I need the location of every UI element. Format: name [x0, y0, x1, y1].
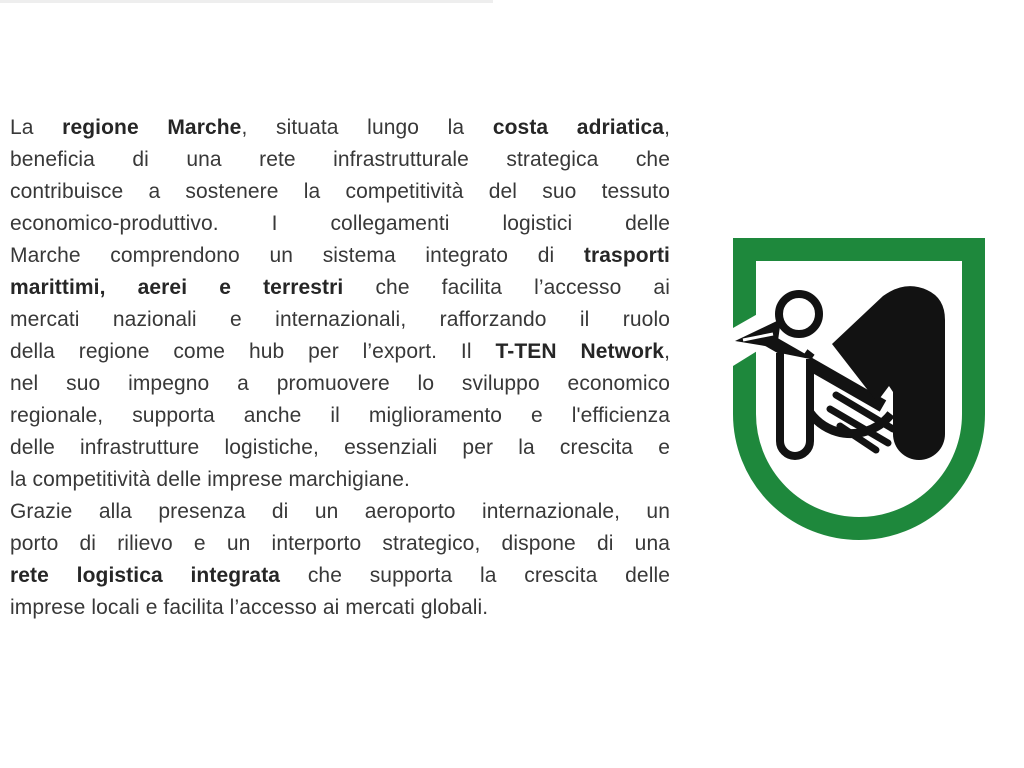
- text-line: mercati nazionali e internazionali, rafforzando il ruolo: [10, 308, 670, 331]
- top-divider: [0, 0, 493, 3]
- text-line: La regione Marche, situata lungo la costa adriatica,: [10, 116, 671, 139]
- text-line: della regione come hub per l’export. Il T-TEN Network,: [10, 340, 670, 363]
- marche-logo-svg: [733, 238, 985, 540]
- text-line: porto di rilievo e un interporto strategico, dispone di una: [10, 532, 670, 555]
- woodpecker-neck: [780, 353, 810, 456]
- body-text: [10, 112, 670, 624]
- text-line: contribuisce a sostenere la competitività del suo tessuto: [10, 180, 670, 203]
- text-line: economico-produttivo. I collegamenti logistici delle: [10, 212, 670, 235]
- woodpecker-head: [779, 294, 819, 334]
- text-line: la competitività delle imprese marchigiane.: [10, 468, 410, 491]
- marche-logo: [733, 238, 985, 540]
- text-line: nel suo impegno a promuovere lo sviluppo economico: [10, 372, 670, 395]
- text-line: imprese locali e facilita l’accesso ai mercati globali.: [10, 596, 489, 619]
- text-line: Grazie alla presenza di un aeroporto internazionale, un: [10, 500, 670, 523]
- text-line: delle infrastrutture logistiche, essenziali per la crescita e: [10, 436, 670, 459]
- text-line: beneficia di una rete infrastrutturale strategica che: [10, 148, 670, 171]
- text-line: regionale, supporta anche il miglioramento e l'efficienza: [10, 404, 670, 427]
- text-line: rete logistica integrata che supporta la crescita delle: [10, 564, 671, 587]
- text-line: marittimi, aerei e terrestri che facilita l’accesso ai: [10, 276, 670, 299]
- text-line: Marche comprendono un sistema integrato di trasporti: [10, 244, 670, 267]
